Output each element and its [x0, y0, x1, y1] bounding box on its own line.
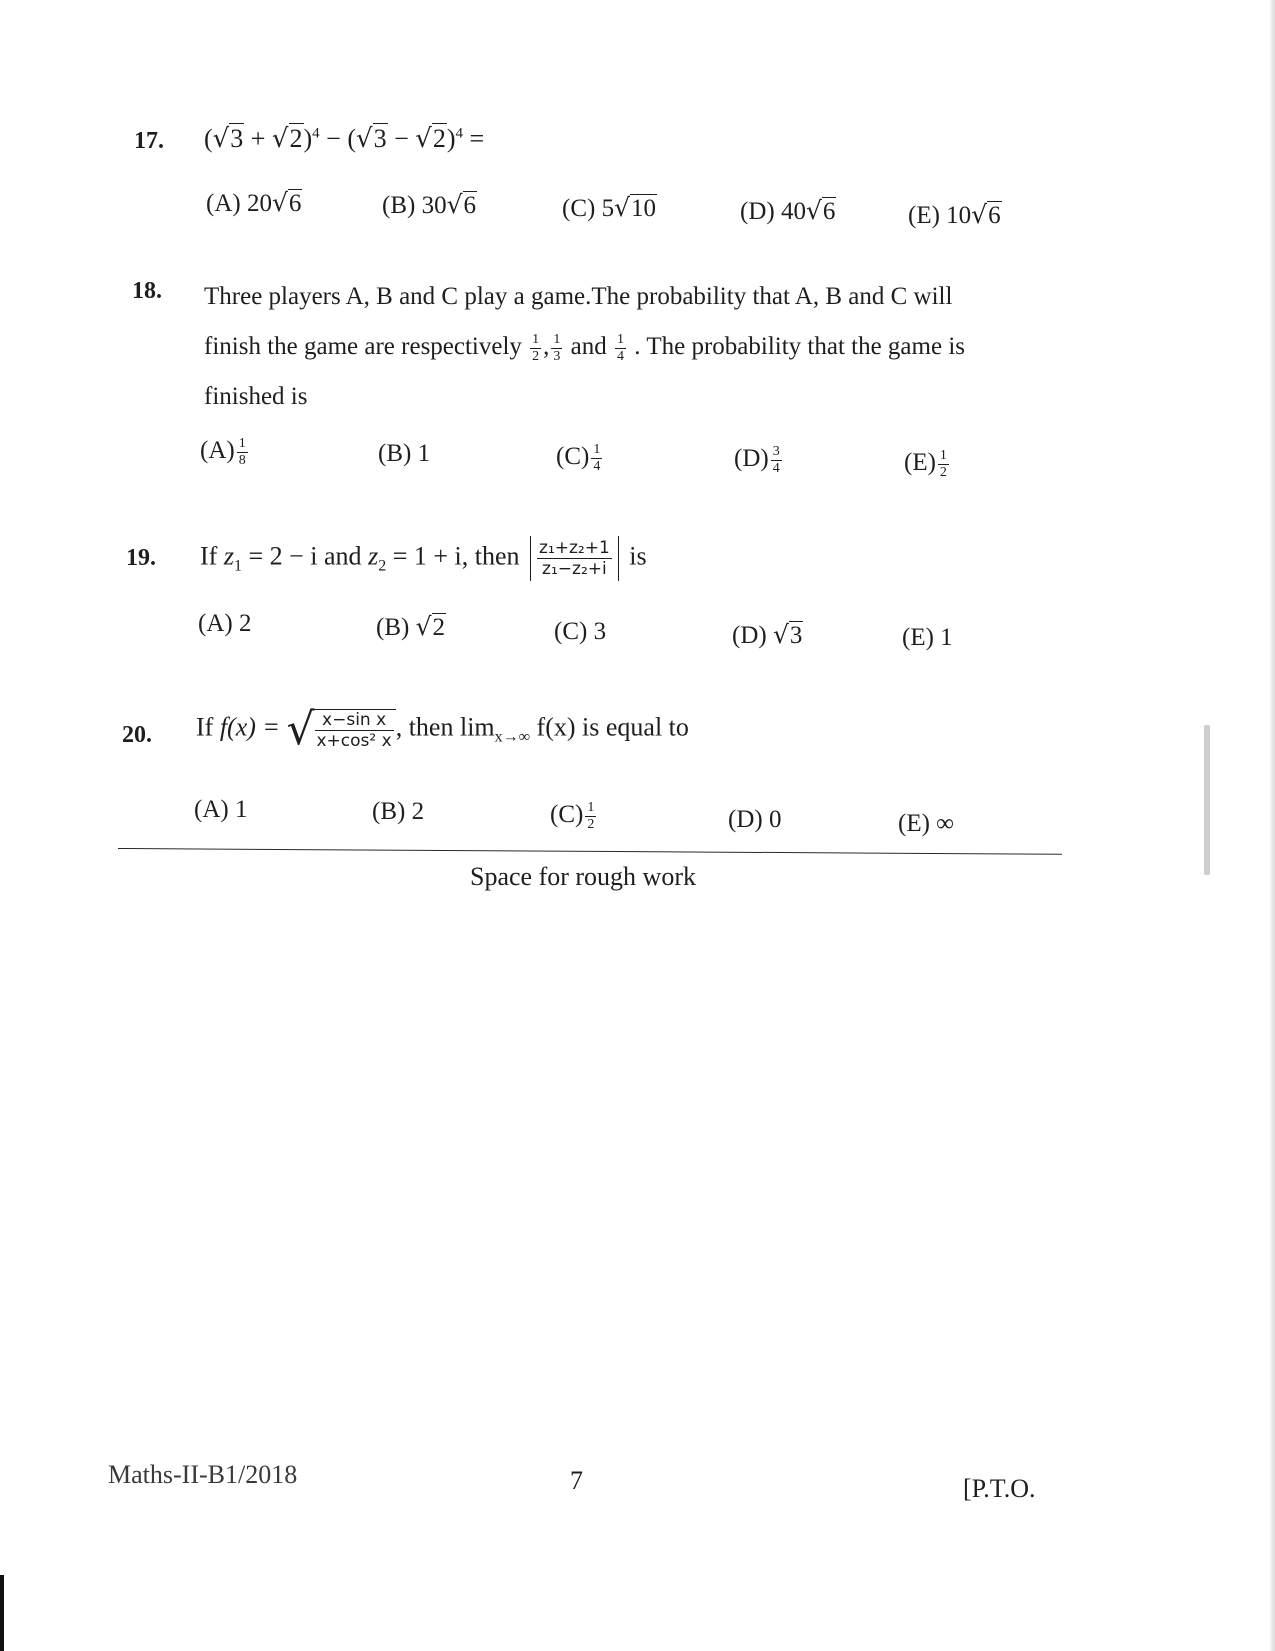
scan-edge-mark: [0, 1575, 4, 1651]
question-18-option-d: (D) $\frac{3}{4}$: [734, 444, 780, 476]
question-19-option-d: (D) √3: [732, 620, 803, 649]
scan-artifact: [1204, 725, 1210, 875]
question-19-option-a: (A) 2: [198, 610, 252, 637]
question-20-text: If f(x) = √ $\frac{\text{x−sin x}}{\text{x+cos² x}}$ , then $\lim_{x\to\infty} f(x)$ is equal to: [196, 704, 689, 755]
question-17-number: 17.: [134, 128, 164, 154]
question-20-option-e: (E) ∞: [898, 810, 954, 837]
page-edge-shadow: [1269, 0, 1275, 1651]
question-20-option-d: (D) 0: [728, 806, 782, 833]
question-19-option-b: (B) √2: [376, 612, 446, 641]
page-number: 7: [570, 1466, 583, 1495]
question-17-option-b: (B) 30√6: [382, 190, 477, 219]
question-20-option-c: (C) $\frac{1}{2}$: [550, 800, 595, 832]
rough-work-label: Space for rough work: [470, 862, 696, 891]
please-turn-over: [P.T.O.: [963, 1474, 1036, 1503]
question-19-text: If $z_1 = 2 - i$ and $z_2 = 1 + i$, then $\frac{\text{z₁+z₂+1}}{\text{z₁−z₂+i}}$ is: [200, 538, 647, 579]
question-18-line-1: Three players A, B and C play a game.The probability that A, B and C will: [204, 283, 953, 310]
question-17-expression: $(√3 + √2)^4 - (√3 - √2)^4$ =: [204, 124, 485, 154]
question-20-square-root: √ $\frac{\text{x−sin x}}{\text{x+cos² x}}$: [286, 704, 395, 755]
question-18-option-a: (A) $\frac{1}{8}$: [200, 436, 246, 468]
paper-code: Maths-II-B1/2018: [108, 1460, 298, 1489]
question-19-option-c: (C) 3: [554, 618, 607, 645]
question-17-option-e: (E) 10√6: [908, 200, 1001, 229]
question-18-option-c: (C) $\frac{1}{4}$: [556, 442, 601, 474]
question-18-line-2: finish the game are respectively $\frac{1}{2}$ , $\frac{1}{3}$ and $\frac{1}{4}$ . The probability that the game is: [204, 331, 965, 364]
question-18-text: [204, 272, 1076, 422]
question-17-option-a: (A) 20√6: [206, 188, 302, 217]
question-19-number: 19.: [126, 545, 156, 571]
rough-work-divider: [118, 848, 1062, 855]
question-18-number: 18.: [132, 278, 162, 304]
question-18-option-b: (B) 1: [378, 440, 431, 467]
question-18-option-e: (E) $\frac{1}{2}$: [904, 448, 947, 480]
question-18-line-3: finished is: [204, 383, 308, 410]
question-19-absolute-value: $\frac{\text{z₁+z₂+1}}{\text{z₁−z₂+i}}$: [530, 536, 619, 581]
question-20-option-b: (B) 2: [372, 798, 425, 825]
question-19-option-e: (E) 1: [902, 624, 953, 651]
question-17-option-d: (D) 40√6: [740, 196, 836, 225]
question-17-option-c: (C) 5√10: [562, 193, 657, 222]
question-20-number: 20.: [122, 722, 152, 748]
question-20-option-a: (A) 1: [194, 796, 248, 823]
